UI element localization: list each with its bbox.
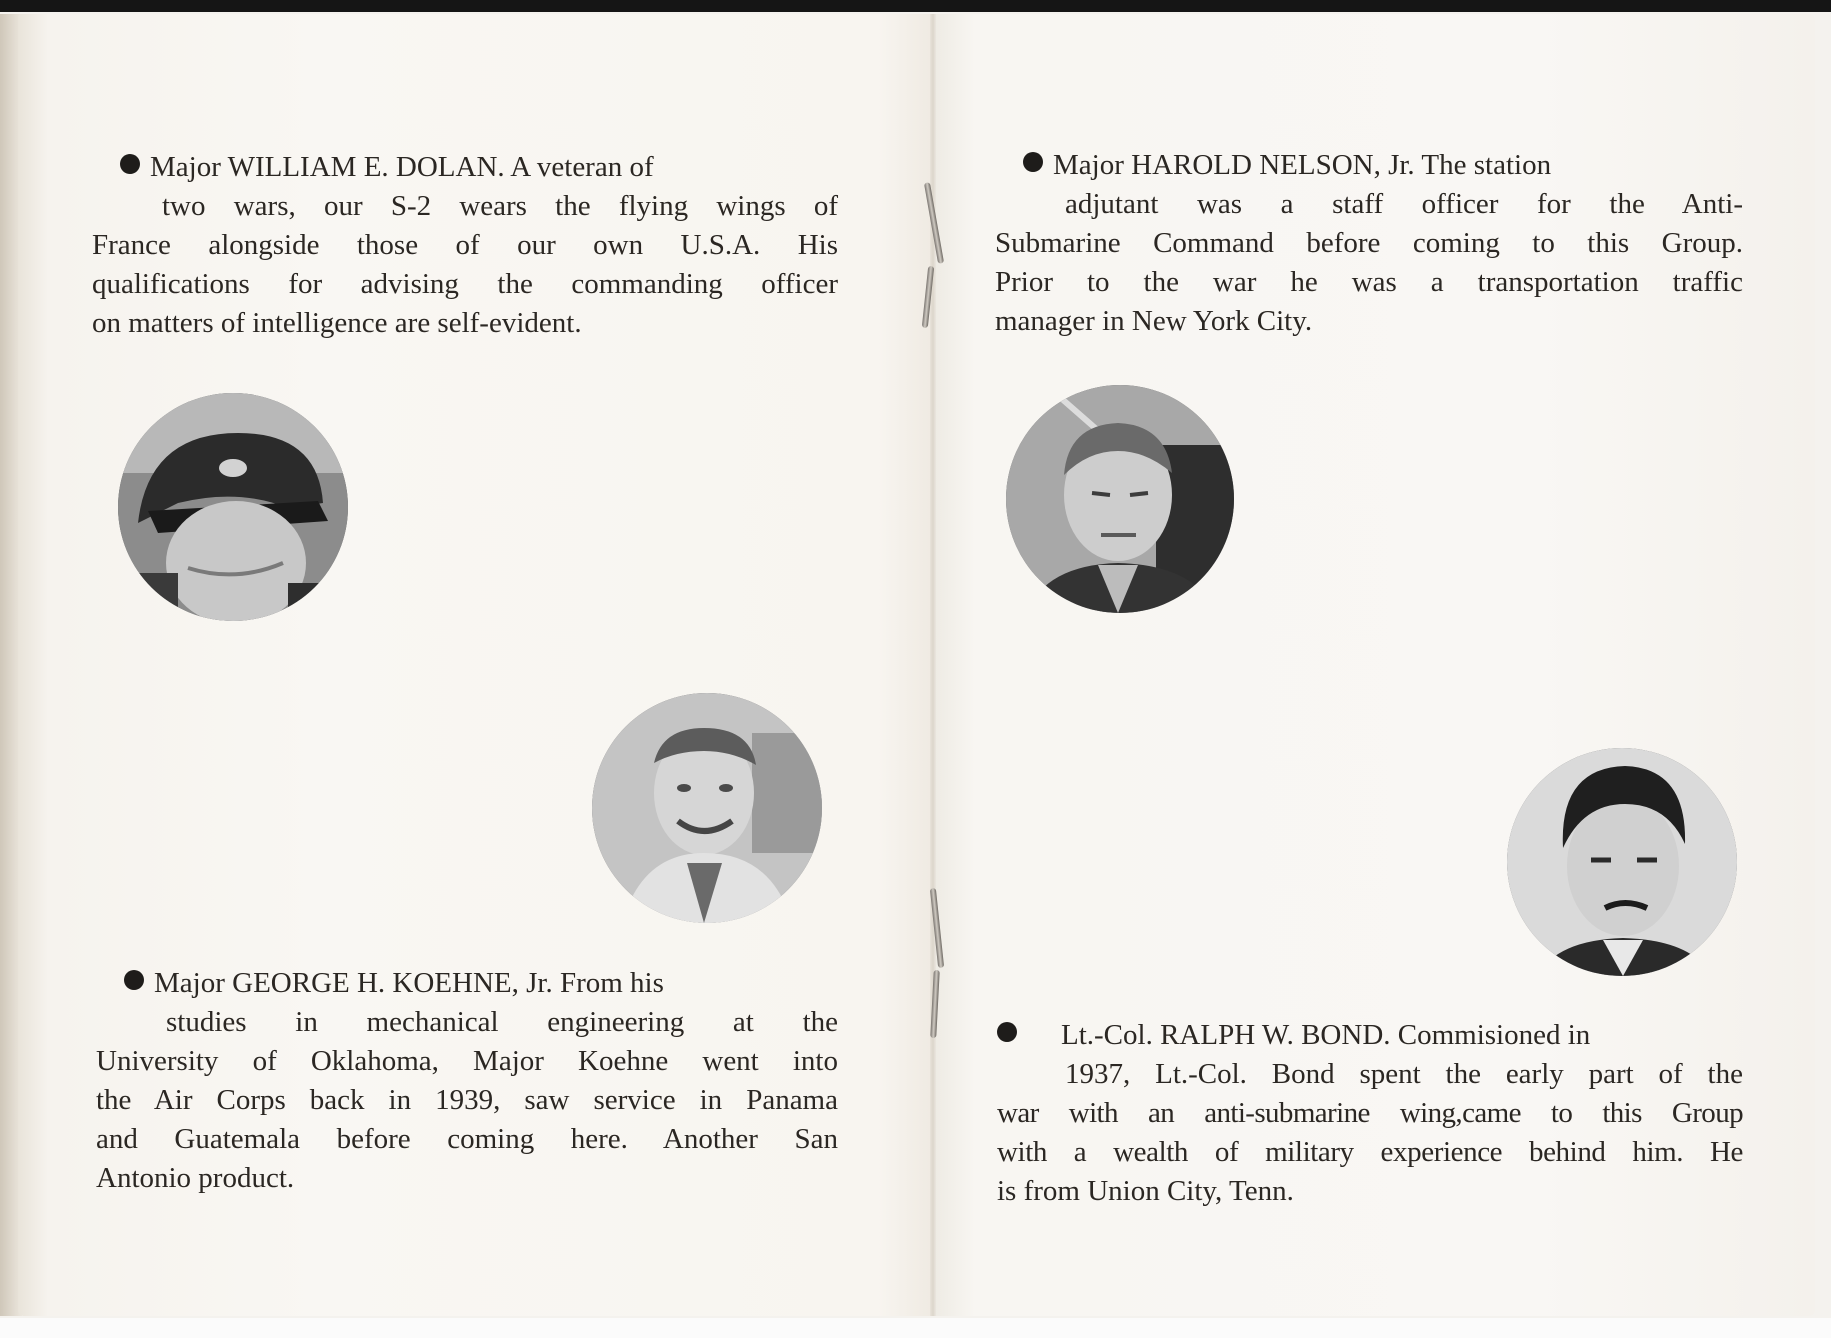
- dolan-line-5: on matters of intelligence are self-evident.: [92, 307, 582, 339]
- nelson-line-1: Major HAROLD NELSON, Jr. The station: [1053, 149, 1552, 181]
- nelson-line-4: Prior to the war he was a transportation traffic: [995, 266, 1743, 298]
- portrait-nelson-image: [1006, 385, 1234, 613]
- nelson-line-5: manager in New York City.: [995, 305, 1313, 337]
- portrait-dolan-image: [118, 393, 348, 621]
- dolan-line-3: France alongside those of our own U.S.A. His: [92, 229, 838, 261]
- portrait-koehne-image: [592, 693, 822, 923]
- entry-bond: [997, 1016, 1743, 1211]
- bullet-icon: [997, 1022, 1017, 1042]
- koehne-line-6: Antonio product.: [96, 1162, 295, 1194]
- dolan-line-1: Major WILLIAM E. DOLAN. A veteran of: [150, 151, 654, 183]
- koehne-line-3: University of Oklahoma, Major Koehne went into: [96, 1045, 838, 1077]
- entry-koehne: [96, 964, 838, 1198]
- koehne-line-1: Major GEORGE H. KOEHNE, Jr. From his: [154, 967, 664, 999]
- koehne-line-4: the Air Corps back in 1939, saw service in Panama: [96, 1084, 838, 1116]
- portrait-bond-image: [1507, 748, 1737, 976]
- koehne-line-5: and Guatemala before coming here. Another San: [96, 1123, 838, 1155]
- bond-line-3: war with an anti-submarine wing,came to this Group: [997, 1097, 1743, 1129]
- nelson-line-3: Submarine Command before coming to this Group.: [995, 227, 1743, 259]
- scan-bottom-edge: [0, 1318, 1831, 1338]
- bullet-icon: [1023, 152, 1043, 172]
- koehne-line-2: studies in mechanical engineering at the: [166, 1006, 838, 1038]
- bond-line-5: is from Union City, Tenn.: [997, 1175, 1294, 1207]
- bullet-icon: [120, 154, 140, 174]
- entry-nelson: [995, 146, 1743, 341]
- entry-dolan: [92, 148, 838, 343]
- bond-line-2: 1937, Lt.-Col. Bond spent the early part of the: [1065, 1058, 1743, 1090]
- scan-top-edge: [0, 0, 1831, 12]
- nelson-line-2: adjutant was a staff officer for the Anti-: [1065, 188, 1743, 220]
- bullet-icon: [124, 970, 144, 990]
- bond-line-4: with a wealth of military experience behind him. He: [997, 1136, 1743, 1168]
- dolan-line-2: two wars, our S-2 wears the flying wings of: [162, 190, 838, 222]
- dolan-line-4: qualifications for advising the commanding officer: [92, 268, 838, 300]
- bond-line-1: Lt.-Col. RALPH W. BOND. Commisioned in: [1061, 1019, 1591, 1051]
